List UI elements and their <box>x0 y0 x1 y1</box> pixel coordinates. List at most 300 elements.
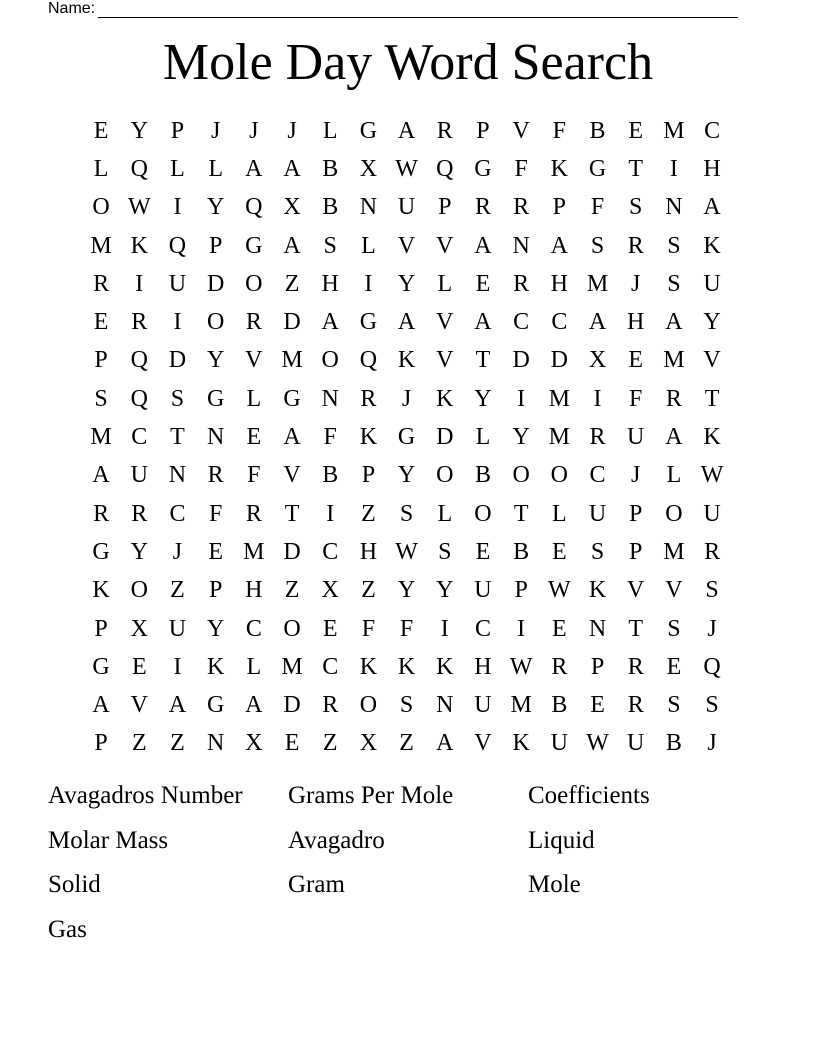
grid-row <box>82 572 731 610</box>
grid-letter: R <box>627 653 644 680</box>
grid-letter: V <box>436 232 454 259</box>
grid-letter: F <box>514 155 528 182</box>
grid-letter: P <box>94 730 108 757</box>
grid-letter: R <box>131 309 148 336</box>
grid-letter: K <box>397 347 416 374</box>
grid-letter: N <box>436 692 454 719</box>
grid-letter: K <box>359 653 378 680</box>
grid-letter: C <box>551 309 568 336</box>
grid-letter: Y <box>512 424 530 451</box>
grid-letter: R <box>704 538 721 565</box>
word-list-item: Gram <box>288 871 345 899</box>
grid-letter: Q <box>130 385 148 412</box>
grid-letter: W <box>509 653 533 680</box>
grid-letter: B <box>322 194 339 221</box>
grid-letter: I <box>593 385 602 412</box>
grid-letter: C <box>474 615 491 642</box>
grid-letter: L <box>361 232 376 259</box>
grid-letter: P <box>361 462 376 489</box>
grid-letter: U <box>627 730 645 757</box>
grid-letter: W <box>395 155 418 182</box>
grid-letter: V <box>703 347 721 374</box>
grid-letter: E <box>246 424 262 451</box>
grid-letter: H <box>703 155 721 182</box>
grid-letter: M <box>90 232 112 259</box>
grid-letter: O <box>130 577 148 604</box>
grid-letter: D <box>168 347 187 374</box>
grid-letter: Y <box>703 309 721 336</box>
grid-letter: E <box>475 538 491 565</box>
grid-letter: S <box>323 232 337 259</box>
grid-letter: T <box>628 615 644 642</box>
grid-letter: E <box>93 309 109 336</box>
grid-letter: N <box>665 194 683 221</box>
grid-letter: F <box>629 385 643 412</box>
grid-letter: X <box>130 615 148 642</box>
grid-letter: U <box>130 462 148 489</box>
letter-grid <box>82 112 731 763</box>
grid-letter: S <box>629 194 643 221</box>
word-list-item: Coefficients <box>528 782 650 809</box>
grid-letter: B <box>665 730 682 757</box>
grid-letter: D <box>206 270 225 297</box>
grid-letter: M <box>586 270 609 297</box>
grid-row <box>82 610 731 648</box>
grid-letter: S <box>667 692 681 719</box>
grid-letter: O <box>550 462 569 489</box>
grid-letter: W <box>548 577 571 604</box>
grid-letter: P <box>438 194 452 221</box>
grid-letter: P <box>208 232 223 259</box>
grid-letter: S <box>667 270 681 297</box>
grid-letter: C <box>704 117 721 144</box>
word-list-item: Mole <box>528 871 581 899</box>
grid-letter: P <box>94 615 108 642</box>
grid-letter: W <box>127 194 151 221</box>
grid-letter: K <box>512 730 530 757</box>
grid-letter: E <box>628 347 644 374</box>
grid-letter: I <box>173 653 182 680</box>
grid-letter: F <box>399 615 414 642</box>
grid-letter: U <box>474 692 492 719</box>
grid-letter: A <box>283 232 301 259</box>
grid-letter: T <box>628 155 644 182</box>
grid-letter: C <box>131 424 148 451</box>
grid-letter: B <box>474 462 491 489</box>
grid-letter: A <box>397 309 416 336</box>
grid-letter: O <box>665 500 683 527</box>
grid-letter: E <box>208 538 223 565</box>
grid-letter: A <box>245 155 263 182</box>
grid-letter: Z <box>170 730 185 757</box>
grid-letter: K <box>359 424 378 451</box>
grid-letter: O <box>92 194 110 221</box>
grid-letter: Y <box>206 194 225 221</box>
grid-letter: B <box>322 462 339 489</box>
grid-letter: V <box>436 347 454 374</box>
grid-letter: B <box>589 117 606 144</box>
grid-letter: K <box>703 424 721 451</box>
grid-letter: O <box>245 270 263 297</box>
grid-letter: R <box>627 232 644 259</box>
grid-row <box>82 725 731 763</box>
grid-letter: Z <box>399 730 414 757</box>
grid-letter: K <box>550 155 569 182</box>
grid-letter: V <box>512 117 530 144</box>
grid-letter: N <box>206 424 225 451</box>
grid-letter: D <box>550 347 569 374</box>
grid-letter: L <box>93 155 109 182</box>
grid-letter: U <box>168 270 187 297</box>
grid-letter: H <box>474 653 492 680</box>
grid-letter: J <box>210 117 221 144</box>
grid-letter: E <box>552 538 567 565</box>
grid-letter: G <box>397 424 416 451</box>
grid-letter: Y <box>436 577 454 604</box>
grid-letter: R <box>665 385 682 412</box>
grid-letter: L <box>208 155 223 182</box>
grid-letter: H <box>550 270 569 297</box>
grid-letter: S <box>667 232 681 259</box>
grid-letter: V <box>397 232 416 259</box>
name-field-line <box>48 0 738 18</box>
grid-letter: Y <box>130 538 148 565</box>
grid-letter: J <box>707 615 717 642</box>
grid-letter: D <box>283 692 301 719</box>
grid-letter: R <box>93 270 110 297</box>
grid-letter: C <box>513 309 530 336</box>
grid-letter: N <box>168 462 187 489</box>
grid-letter: X <box>359 155 378 182</box>
grid-letter: L <box>170 155 185 182</box>
grid-letter: S <box>590 232 605 259</box>
grid-letter: J <box>401 385 412 412</box>
grid-letter: E <box>475 270 491 297</box>
grid-letter: E <box>628 117 644 144</box>
grid-letter: A <box>474 232 492 259</box>
grid-letter: E <box>93 117 109 144</box>
grid-letter: S <box>399 692 414 719</box>
grid-letter: X <box>321 577 339 604</box>
grid-letter: I <box>364 270 373 297</box>
grid-letter: M <box>281 653 303 680</box>
grid-letter: P <box>629 538 643 565</box>
grid-letter: F <box>247 462 261 489</box>
grid-letter: E <box>284 730 300 757</box>
grid-row <box>82 533 731 571</box>
grid-letter: R <box>207 462 224 489</box>
grid-letter: A <box>665 424 683 451</box>
grid-letter: L <box>322 117 338 144</box>
grid-letter: E <box>552 615 567 642</box>
grid-letter: H <box>245 577 263 604</box>
grid-letter: C <box>245 615 262 642</box>
grid-letter: E <box>322 615 338 642</box>
grid-letter: L <box>552 500 567 527</box>
grid-letter: U <box>474 577 492 604</box>
grid-letter: O <box>474 500 492 527</box>
grid-letter: A <box>283 424 301 451</box>
grid-letter: A <box>321 309 339 336</box>
grid-letter: N <box>512 232 530 259</box>
grid-row <box>82 265 731 303</box>
grid-letter: J <box>707 730 717 757</box>
grid-letter: X <box>359 730 378 757</box>
grid-letter: H <box>627 309 645 336</box>
grid-letter: D <box>512 347 530 374</box>
grid-letter: F <box>361 615 376 642</box>
grid-letter: Y <box>397 462 416 489</box>
grid-letter: F <box>323 424 337 451</box>
grid-row <box>82 380 731 418</box>
grid-letter: K <box>206 653 225 680</box>
grid-letter: A <box>245 692 263 719</box>
grid-letter: A <box>92 462 110 489</box>
grid-letter: M <box>90 424 112 451</box>
grid-letter: G <box>283 385 301 412</box>
grid-letter: B <box>513 538 530 565</box>
grid-letter: B <box>322 155 339 182</box>
grid-letter: E <box>131 653 147 680</box>
word-list <box>48 776 768 955</box>
grid-letter: S <box>94 385 108 412</box>
grid-letter: Z <box>361 577 376 604</box>
grid-letter: O <box>206 309 225 336</box>
grid-letter: P <box>208 577 223 604</box>
grid-letter: D <box>283 309 301 336</box>
grid-letter: A <box>283 155 301 182</box>
grid-letter: F <box>590 194 605 221</box>
grid-letter: H <box>359 538 378 565</box>
grid-letter: Y <box>397 270 416 297</box>
grid-letter: I <box>440 615 449 642</box>
grid-letter: X <box>245 730 263 757</box>
grid-letter: I <box>517 385 526 412</box>
grid-letter: V <box>130 692 148 719</box>
grid-letter: T <box>170 424 185 451</box>
grid-letter: M <box>510 692 532 719</box>
word-list-item: Avagadro <box>288 826 385 854</box>
grid-letter: R <box>474 194 491 221</box>
grid-row <box>82 457 731 495</box>
grid-row <box>82 495 731 533</box>
grid-letter: Z <box>170 577 185 604</box>
grid-letter: Z <box>322 730 338 757</box>
grid-letter: T <box>284 500 300 527</box>
grid-row <box>82 189 731 227</box>
grid-letter: A <box>474 309 492 336</box>
grid-letter: G <box>245 232 263 259</box>
grid-row <box>82 342 731 380</box>
grid-letter: P <box>94 347 108 374</box>
grid-letter: A <box>92 692 110 719</box>
grid-letter: L <box>437 270 453 297</box>
grid-letter: U <box>627 424 645 451</box>
grid-letter: N <box>588 615 607 642</box>
grid-letter: Y <box>206 347 225 374</box>
grid-letter: K <box>436 385 454 412</box>
grid-letter: I <box>517 615 526 642</box>
grid-letter: B <box>551 692 568 719</box>
page-title: Mole Day Word Search <box>162 34 654 91</box>
grid-letter: Z <box>361 500 376 527</box>
word-list-item: Liquid <box>528 826 595 854</box>
grid-letter: C <box>589 462 606 489</box>
grid-letter: D <box>283 538 301 565</box>
grid-letter: G <box>474 155 492 182</box>
grid-letter: X <box>588 347 607 374</box>
grid-letter: Y <box>206 615 225 642</box>
grid-letter: W <box>700 462 724 489</box>
grid-letter: O <box>436 462 454 489</box>
grid-letter: U <box>397 194 416 221</box>
grid-letter: V <box>474 730 492 757</box>
grid-letter: S <box>667 615 681 642</box>
grid-letter: A <box>550 232 569 259</box>
grid-letter: U <box>550 730 569 757</box>
grid-letter: Y <box>474 385 492 412</box>
name-underline <box>98 3 738 18</box>
grid-letter: R <box>93 500 110 527</box>
grid-letter: L <box>246 653 262 680</box>
grid-row <box>82 150 731 188</box>
grid-letter: K <box>703 232 721 259</box>
grid-letter: J <box>631 462 641 489</box>
grid-letter: D <box>436 424 454 451</box>
grid-letter: J <box>172 538 183 565</box>
grid-letter: Z <box>284 577 300 604</box>
grid-letter: A <box>436 730 454 757</box>
grid-row <box>82 303 731 341</box>
grid-letter: M <box>663 538 685 565</box>
grid-letter: M <box>548 385 571 412</box>
grid-letter: N <box>359 194 378 221</box>
grid-letter: P <box>629 500 643 527</box>
grid-letter: R <box>131 500 148 527</box>
grid-letter: M <box>243 538 265 565</box>
grid-letter: G <box>359 117 378 144</box>
grid-letter: K <box>397 653 416 680</box>
grid-letter: A <box>665 309 683 336</box>
grid-letter: M <box>663 347 685 374</box>
grid-letter: P <box>552 194 567 221</box>
grid-letter: T <box>704 385 720 412</box>
grid-letter: S <box>170 385 185 412</box>
grid-row <box>82 648 731 686</box>
grid-letter: O <box>512 462 530 489</box>
grid-row <box>82 227 731 265</box>
grid-letter: S <box>705 577 719 604</box>
grid-letter: V <box>245 347 263 374</box>
word-list-item: Avagadros Number <box>48 782 243 809</box>
grid-letter: L <box>437 500 453 527</box>
grid-letter: A <box>168 692 187 719</box>
grid-letter: T <box>475 347 491 374</box>
grid-letter: F <box>552 117 567 144</box>
grid-letter: L <box>475 424 491 451</box>
grid-letter: R <box>245 309 262 336</box>
grid-row <box>82 686 731 724</box>
grid-letter: R <box>551 653 568 680</box>
grid-letter: R <box>513 270 530 297</box>
name-label: Name: <box>48 0 96 17</box>
grid-letter: N <box>206 730 225 757</box>
grid-letter: M <box>281 347 303 374</box>
grid-letter: R <box>627 692 644 719</box>
grid-letter: S <box>399 500 414 527</box>
grid-letter: H <box>321 270 339 297</box>
grid-letter: V <box>627 577 645 604</box>
grid-letter: A <box>588 309 607 336</box>
grid-letter: Y <box>130 117 148 144</box>
grid-letter: I <box>173 194 182 221</box>
grid-letter: O <box>283 615 301 642</box>
grid-letter: J <box>249 117 259 144</box>
grid-letter: P <box>590 653 605 680</box>
grid-letter: Z <box>131 730 147 757</box>
grid-letter: I <box>135 270 144 297</box>
grid-letter: K <box>92 577 110 604</box>
grid-letter: T <box>513 500 529 527</box>
grid-letter: G <box>206 385 225 412</box>
grid-letter: F <box>208 500 223 527</box>
grid-row <box>82 112 731 150</box>
grid-letter: Q <box>168 232 187 259</box>
word-list-item: Molar Mass <box>48 826 169 854</box>
grid-letter: S <box>438 538 452 565</box>
grid-letter: G <box>92 653 110 680</box>
grid-letter: Z <box>284 270 300 297</box>
grid-letter: U <box>588 500 607 527</box>
grid-letter: W <box>586 730 609 757</box>
grid-letter: I <box>669 155 678 182</box>
grid-letter: L <box>246 385 262 412</box>
grid-letter: V <box>283 462 301 489</box>
grid-letter: R <box>322 692 339 719</box>
grid-letter: M <box>548 424 571 451</box>
word-list-item: Grams Per Mole <box>288 782 454 809</box>
grid-letter: C <box>322 538 339 565</box>
grid-letter: O <box>321 347 339 374</box>
grid-letter: E <box>666 653 682 680</box>
grid-letter: W <box>395 538 418 565</box>
grid-letter: A <box>397 117 416 144</box>
grid-letter: I <box>326 500 335 527</box>
grid-letter: K <box>130 232 148 259</box>
grid-letter: U <box>168 615 187 642</box>
grid-letter: J <box>631 270 641 297</box>
grid-letter: Q <box>359 347 378 374</box>
grid-letter: G <box>588 155 607 182</box>
grid-letter: V <box>665 577 683 604</box>
word-list-item: Gas <box>48 916 87 944</box>
grid-letter: Q <box>130 347 148 374</box>
grid-letter: P <box>514 577 528 604</box>
grid-letter: E <box>590 692 605 719</box>
grid-letter: L <box>666 462 682 489</box>
grid-letter: J <box>287 117 297 144</box>
grid-letter: U <box>703 270 721 297</box>
grid-letter: Q <box>245 194 263 221</box>
grid-letter: G <box>359 309 378 336</box>
grid-letter: S <box>590 538 605 565</box>
grid-letter: R <box>513 194 530 221</box>
grid-letter: G <box>92 538 110 565</box>
grid-letter: G <box>206 692 225 719</box>
grid-letter: U <box>703 500 721 527</box>
grid-letter: K <box>436 653 454 680</box>
grid-letter: S <box>705 692 719 719</box>
